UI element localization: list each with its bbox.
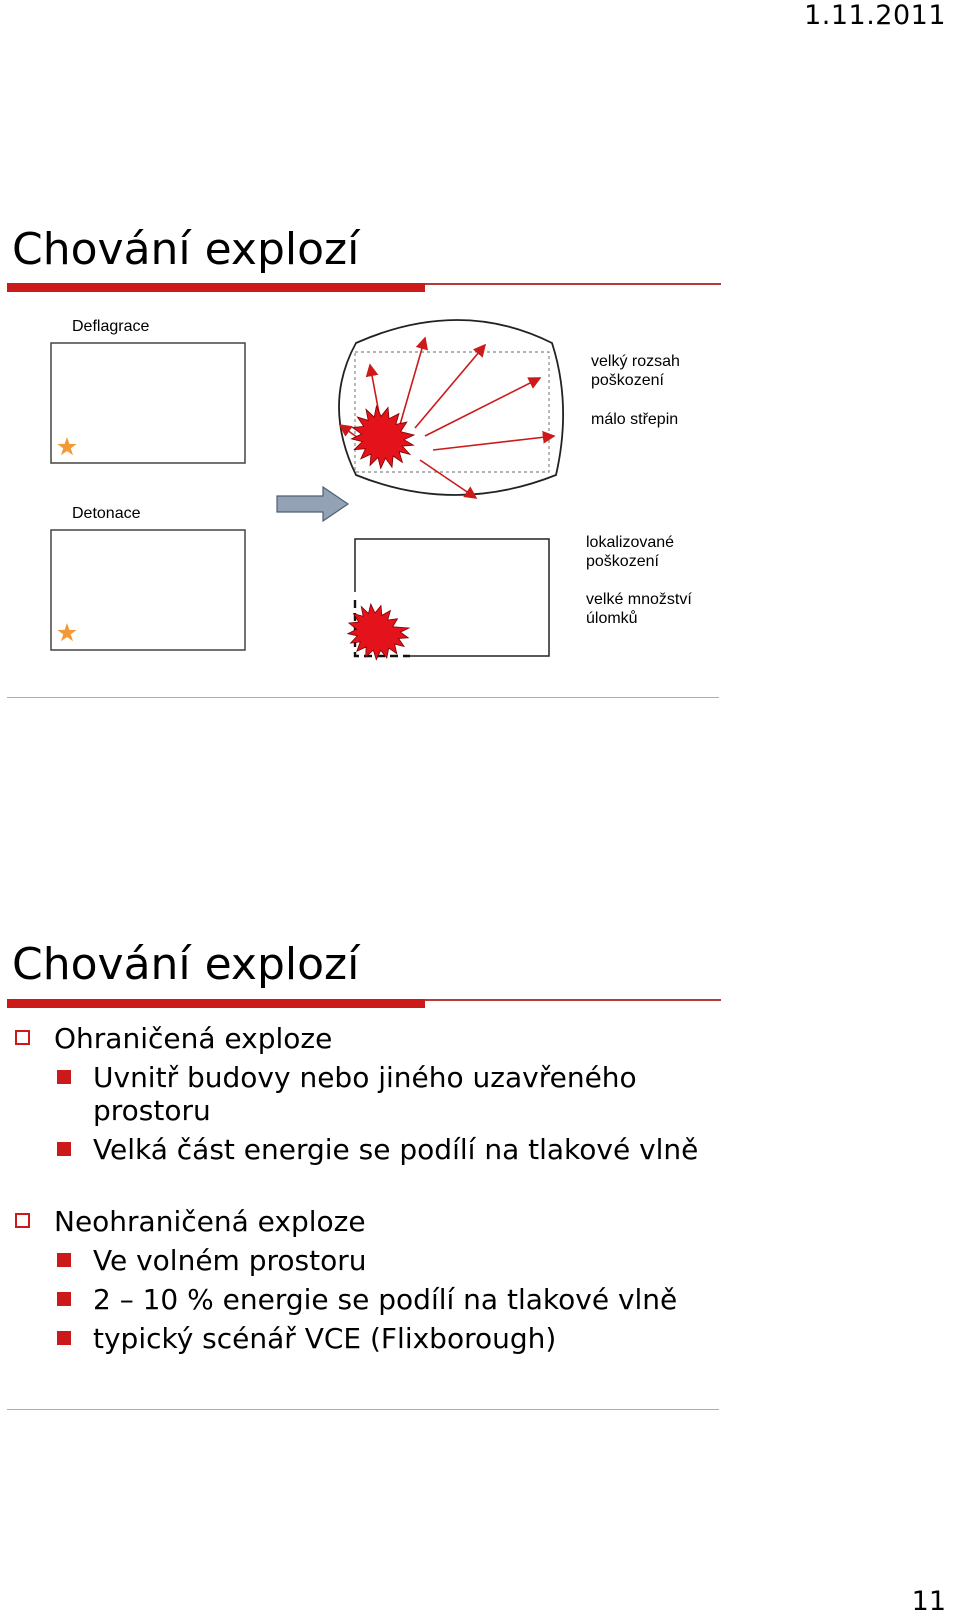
square-bullet-icon — [57, 1292, 71, 1306]
hollow-square-bullet-icon — [15, 1030, 30, 1045]
bullet-heading: Ohraničená exploze — [12, 1021, 712, 1057]
page-number: 11 — [911, 1586, 946, 1617]
detonation-room — [51, 530, 245, 650]
bulged-room-outline — [339, 320, 563, 495]
deflagration-fragments-text: málo střepin — [591, 411, 679, 428]
slide-bottom-rule — [7, 697, 719, 698]
bullet-heading: Neohraničená exploze — [12, 1204, 712, 1240]
bullet-item: Ve volném prostoru — [12, 1244, 712, 1277]
slide-title: Chování explozí — [12, 939, 360, 990]
hollow-square-bullet-icon — [15, 1213, 30, 1228]
bullet-item: Uvnitř budovy nebo jiného uzavřeného prostoru — [12, 1061, 712, 1127]
slide-explosion-diagram — [0, 210, 720, 700]
slide-explosion-types — [0, 925, 720, 1415]
title-underline-thick — [7, 999, 425, 1008]
square-bullet-icon — [57, 1142, 71, 1156]
slide-bottom-rule — [7, 1409, 719, 1410]
title-underline-thin — [425, 999, 721, 1001]
deflagration-result-text: velký rozsah poškození — [591, 353, 680, 389]
deflagration-label: Deflagrace — [72, 318, 150, 335]
detonation-result-text: lokalizované poškození — [586, 534, 675, 570]
deflagration-room — [51, 343, 245, 463]
slide-title: Chování explozí — [12, 224, 360, 275]
bullet-item: 2 – 10 % energie se podílí na tlakové vlně — [12, 1283, 712, 1316]
square-bullet-icon — [57, 1253, 71, 1267]
square-bullet-icon — [57, 1070, 71, 1084]
slide-date: 1.11.2011 — [804, 0, 946, 31]
square-bullet-icon — [57, 1331, 71, 1345]
bullet-item: typický scénář VCE (Flixborough) — [12, 1322, 712, 1355]
detonation-fragments-text: velké množství úlomků — [586, 591, 692, 627]
bullet-list — [12, 1021, 712, 1361]
detonation-label: Detonace — [72, 505, 141, 522]
right-arrow-icon — [277, 487, 348, 521]
explosion-burst-icon — [348, 604, 409, 660]
bullet-item: Velká část energie se podílí na tlakové vlně — [12, 1133, 712, 1166]
explosion-burst-icon — [351, 406, 414, 468]
explosion-diagram — [0, 210, 720, 700]
